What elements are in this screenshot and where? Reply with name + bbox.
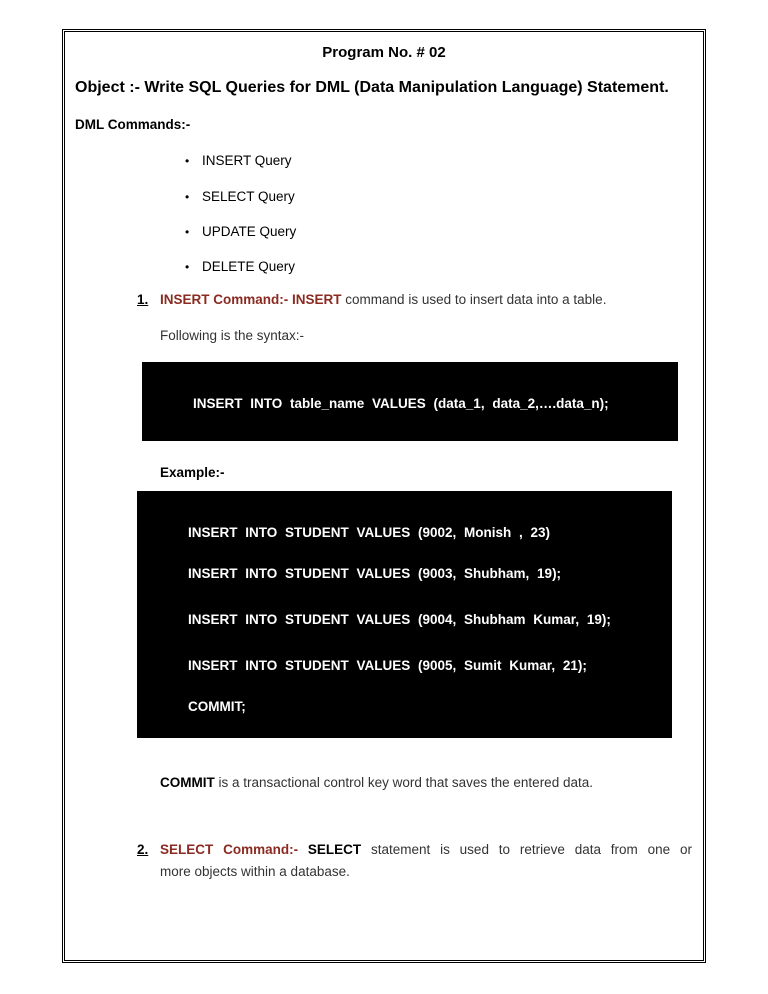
bullet-icon: • <box>185 260 190 274</box>
example-label: Example:- <box>160 465 225 480</box>
bullet-label: UPDATE Query <box>202 224 297 239</box>
example-code-line: INSERT INTO STUDENT VALUES (9002, Monish , 23) <box>188 525 551 540</box>
section1-description: command is used to insert data into a table. <box>345 292 607 307</box>
object-line: Object :- Write SQL Queries for DML (Data Manipulation Language) Statement. <box>75 79 669 96</box>
commit-description: is a transactional control key word that saves the entered data. <box>218 775 593 790</box>
bullet-icon: • <box>185 225 190 239</box>
section2-keyword: SELECT <box>307 842 362 857</box>
example-code-line: INSERT INTO STUDENT VALUES (9003, Shubham, 19); <box>188 566 562 581</box>
section1-paragraph <box>160 292 606 307</box>
section1-heading: INSERT Command:- <box>160 292 289 307</box>
bullet-item-delete <box>185 259 295 274</box>
section2-heading: SELECT Command:- <box>160 842 299 857</box>
commit-keyword: COMMIT <box>160 775 215 790</box>
bullet-label: INSERT Query <box>202 153 292 168</box>
example-code-line: COMMIT; <box>188 699 246 714</box>
bullet-icon: • <box>185 154 190 168</box>
section2-paragraph <box>160 839 692 883</box>
program-title: Program No. # 02 <box>322 44 446 61</box>
bullet-icon: • <box>185 190 190 204</box>
section2-description-1: statement is used to retrieve data from one or <box>371 842 692 857</box>
bullet-label: SELECT Query <box>202 189 295 204</box>
section2-description-2: more objects within a database. <box>160 864 350 879</box>
section-number-2: 2. <box>137 842 149 857</box>
bullet-item-select <box>185 189 295 204</box>
example-code-box <box>137 491 672 738</box>
bullet-label: DELETE Query <box>202 259 296 274</box>
syntax-label: Following is the syntax:- <box>160 328 305 343</box>
dml-heading: DML Commands:- <box>75 117 191 132</box>
bullet-item-insert <box>185 153 292 168</box>
syntax-code-line: INSERT INTO table_name VALUES (data_1, data_2,….data_n); <box>193 396 609 411</box>
commit-paragraph <box>160 775 593 790</box>
syntax-code-box <box>142 362 678 441</box>
section-number-1: 1. <box>137 292 149 307</box>
section2-line-1 <box>160 839 692 861</box>
section1-keyword: INSERT <box>292 292 342 307</box>
bullet-item-update <box>185 224 296 239</box>
example-code-line: INSERT INTO STUDENT VALUES (9004, Shubham Kumar, 19); <box>188 612 611 627</box>
example-code-line: INSERT INTO STUDENT VALUES (9005, Sumit Kumar, 21); <box>188 658 587 673</box>
